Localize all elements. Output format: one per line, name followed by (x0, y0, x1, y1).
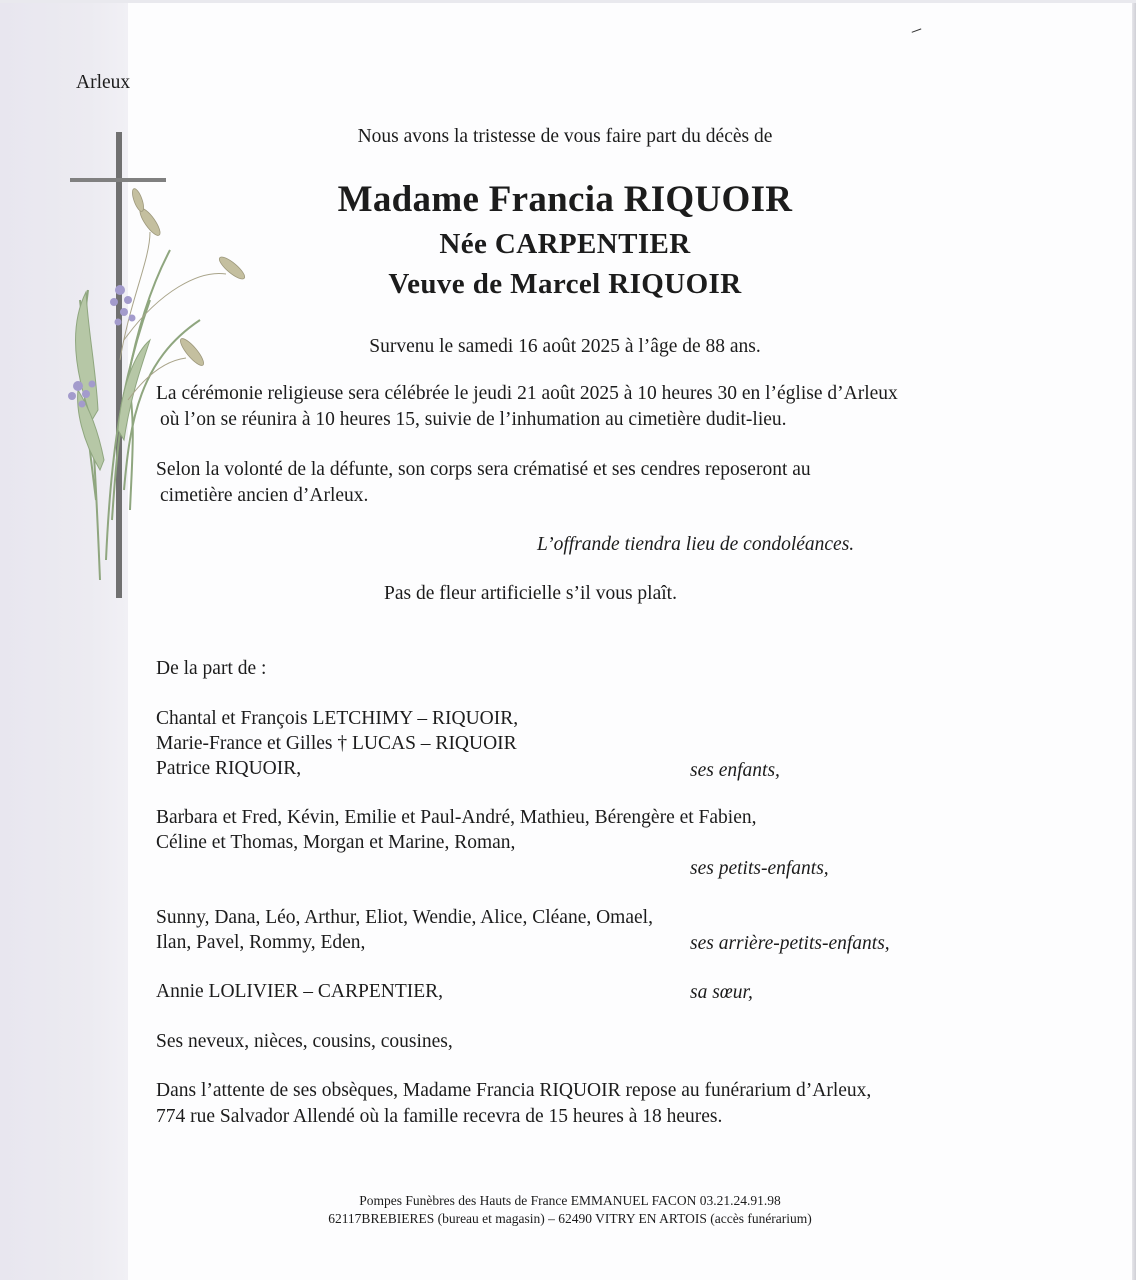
rest-line-1: Dans l’attente de ses obsèques, Madame Francia RIQUOIR repose au funérarium d’Arleux, (156, 1080, 872, 1101)
offering-note: L’offrande tiendra lieu de condoléances. (537, 534, 855, 555)
town-label: Arleux (76, 72, 131, 93)
intro-text: Nous avons la tristesse de vous faire part du décès de (357, 126, 773, 147)
will-line-1: Selon la volonté de la défunte, son corps sera crématisé et ses cendres reposeront au (156, 459, 811, 480)
great-grandchildren-label: ses arrière-petits-enfants, (690, 933, 890, 954)
cross-vertical-bar (116, 132, 122, 598)
rest-line-2: 774 rue Salvador Allendé où la famille recevra de 15 heures à 18 heures. (156, 1106, 723, 1127)
cross-horizontal-bar (70, 178, 166, 182)
children-line: Chantal et François LETCHIMY – RIQUOIR, (156, 708, 519, 729)
grandchildren-line: Barbara et Fred, Kévin, Emilie et Paul-André, Mathieu, Bérengère et Fabien, (156, 807, 757, 828)
scan-edge-right (1132, 0, 1136, 1280)
widow-line: Veuve de Marcel RIQUOIR (388, 268, 742, 300)
grandchildren-line: Céline et Thomas, Morgan et Marine, Roman, (156, 832, 516, 853)
death-date: Survenu le samedi 16 août 2025 à l’âge de 88 ans. (369, 336, 761, 357)
great-grandchildren-line: Ilan, Pavel, Rommy, Eden, (156, 932, 366, 953)
children-label: ses enfants, (690, 760, 780, 781)
ceremony-line-1: La cérémonie religieuse sera célébrée le jeudi 21 août 2025 à 10 heures 30 en l’église d’Arleux (156, 383, 898, 404)
children-line: Marie-France et Gilles † LUCAS – RIQUOIR (156, 733, 517, 754)
maiden-name: Née CARPENTIER (439, 228, 691, 260)
wheat-ears (130, 187, 247, 368)
scan-mark (912, 28, 923, 35)
deceased-name: Madame Francia RIQUOIR (337, 179, 793, 220)
ceremony-line-2: où l’on se réunira à 10 heures 15, suivie de l’inhumation au cimetière dudit-lieu. (160, 409, 787, 430)
grandchildren-label: ses petits-enfants, (690, 858, 829, 879)
no-flowers-note: Pas de fleur artificielle s’il vous plaît. (384, 583, 677, 604)
grass-blades (75, 292, 150, 470)
footer-line-1: Pompes Funèbres des Hauts de France EMMANUEL FACON 03.21.24.91.98 (359, 1193, 781, 1208)
relatives-line: Ses neveux, nièces, cousins, cousines, (156, 1031, 453, 1052)
footer-line-2: 62117BREBIERES (bureau et magasin) – 62490 VITRY EN ARTOIS (accès funérarium) (328, 1211, 812, 1226)
sister-label: sa sœur, (690, 982, 753, 1003)
will-line-2: cimetière ancien d’Arleux. (160, 485, 369, 506)
family-intro: De la part de : (156, 658, 267, 679)
great-grandchildren-line: Sunny, Dana, Léo, Arthur, Eliot, Wendie, Alice, Cléane, Omael, (156, 907, 653, 928)
children-line: Patrice RIQUOIR, (156, 758, 302, 779)
sister-name: Annie LOLIVIER – CARPENTIER, (156, 981, 444, 1002)
